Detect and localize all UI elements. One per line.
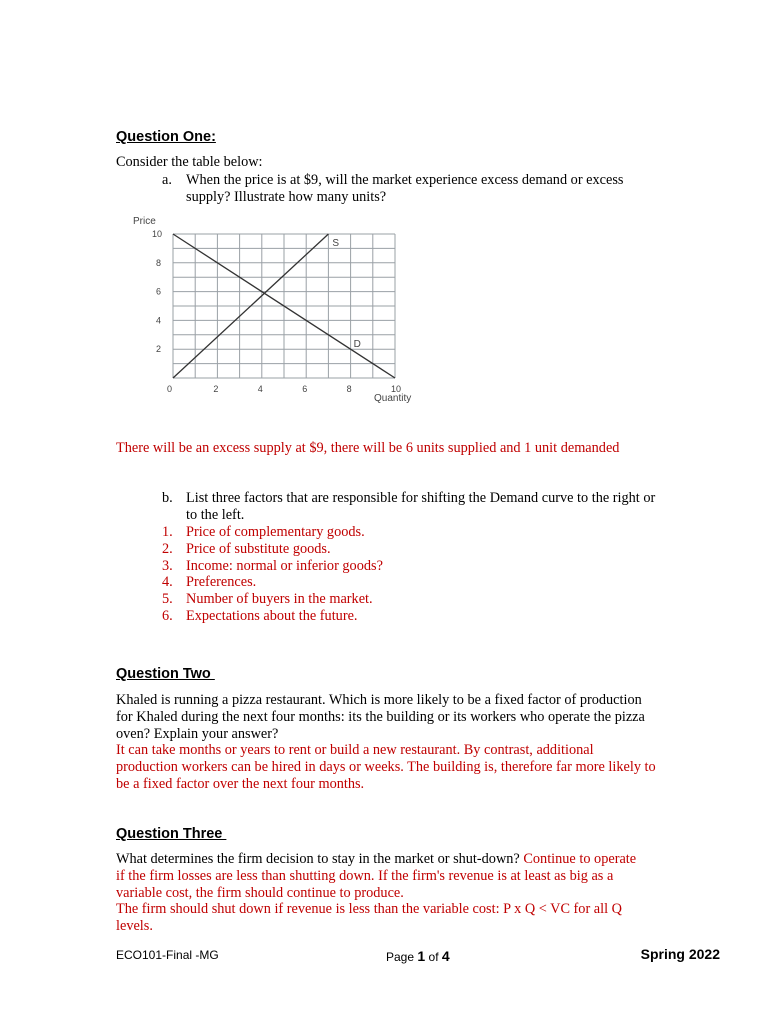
- factor-3-text: Income: normal or inferior goods?: [186, 558, 383, 574]
- factor-1-num: 1.: [162, 524, 173, 540]
- x-tick-label: 0: [167, 384, 173, 394]
- x-tick-label: 6: [302, 384, 308, 394]
- factor-4-text: Preferences.: [186, 574, 257, 590]
- factor-1-text: Price of complementary goods.: [186, 524, 365, 540]
- question-three-answer-1: Continue to operate if the firm losses are less than shutting down. If the firm's revenue is at least as big as a variable cost, the firm should continue to produce.: [116, 851, 637, 901]
- item-a-marker: a.: [162, 172, 172, 188]
- x-tick-label: 8: [346, 384, 352, 394]
- y-tick-label: 2: [156, 344, 162, 355]
- supply-demand-chart: [130, 214, 430, 404]
- answer-a: There will be an excess supply at $9, there will be 6 units supplied and 1 unit demanded: [116, 440, 620, 456]
- footer-of-word: of: [428, 950, 439, 964]
- factor-6-text: Expectations about the future.: [186, 608, 358, 624]
- chart-ticks: [152, 229, 401, 394]
- question-two-text: Khaled is running a pizza restaurant. Which is more likely to be a fixed factor of production for Khaled during the next four months: its the building or its workers who operate the pizza oven? Explain your answer?: [116, 692, 645, 742]
- question-two-answer: It can take months or years to rent or build a new restaurant. By contrast, additional production workers can be hired in days or weeks. The building is, therefore far more likely to be a fixed factor over the next four months.: [116, 742, 656, 792]
- x-tick-label: 4: [257, 384, 263, 394]
- question-two-heading: Question Two: [116, 666, 215, 682]
- factor-2-num: 2.: [162, 541, 173, 557]
- footer-term: Spring 2022: [640, 946, 720, 962]
- y-tick-label: 4: [156, 315, 162, 326]
- y-tick-label: 8: [156, 257, 162, 268]
- x-tick-label: 10: [391, 384, 402, 394]
- question-one-heading: Question One:: [116, 129, 216, 145]
- footer-page-word: Page: [386, 950, 415, 964]
- question-three-block: [116, 851, 640, 935]
- item-a-text: When the price is at $9, will the market experience excess demand or excess supply? Illustrate how many units?: [186, 172, 624, 205]
- question-three-heading: Question Three: [116, 826, 227, 842]
- chart-ylabel: Price: [133, 216, 156, 227]
- question-one-intro: Consider the table below:: [116, 154, 263, 170]
- factor-5-text: Number of buyers in the market.: [186, 591, 373, 607]
- series-label-s: S: [332, 238, 340, 249]
- y-tick-label: 6: [156, 286, 162, 297]
- footer-page-number: 1: [417, 948, 426, 964]
- x-tick-label: 2: [213, 384, 219, 394]
- footer-page-total: 4: [441, 948, 450, 964]
- factor-4-num: 4.: [162, 574, 173, 590]
- chart-xlabel: Quantity: [374, 393, 412, 404]
- footer-page: [386, 948, 450, 964]
- factor-5-num: 5.: [162, 591, 173, 607]
- series-label-d: D: [353, 339, 361, 351]
- factor-6-num: 6.: [162, 608, 173, 624]
- y-tick-label: 10: [152, 229, 163, 239]
- factor-3-num: 3.: [162, 558, 173, 574]
- item-b-marker: b.: [162, 490, 173, 506]
- question-three-text: What determines the firm decision to stay in the market or shut-down?: [116, 851, 520, 867]
- footer-course: ECO101-Final -MG: [116, 948, 219, 962]
- factor-2-text: Price of substitute goods.: [186, 541, 331, 557]
- item-b-text: List three factors that are responsible for shifting the Demand curve to the right or to the left.: [186, 490, 656, 523]
- question-three-answer-2: The firm should shut down if revenue is less than the variable cost: P x Q < VC for all Q levels.: [116, 901, 622, 935]
